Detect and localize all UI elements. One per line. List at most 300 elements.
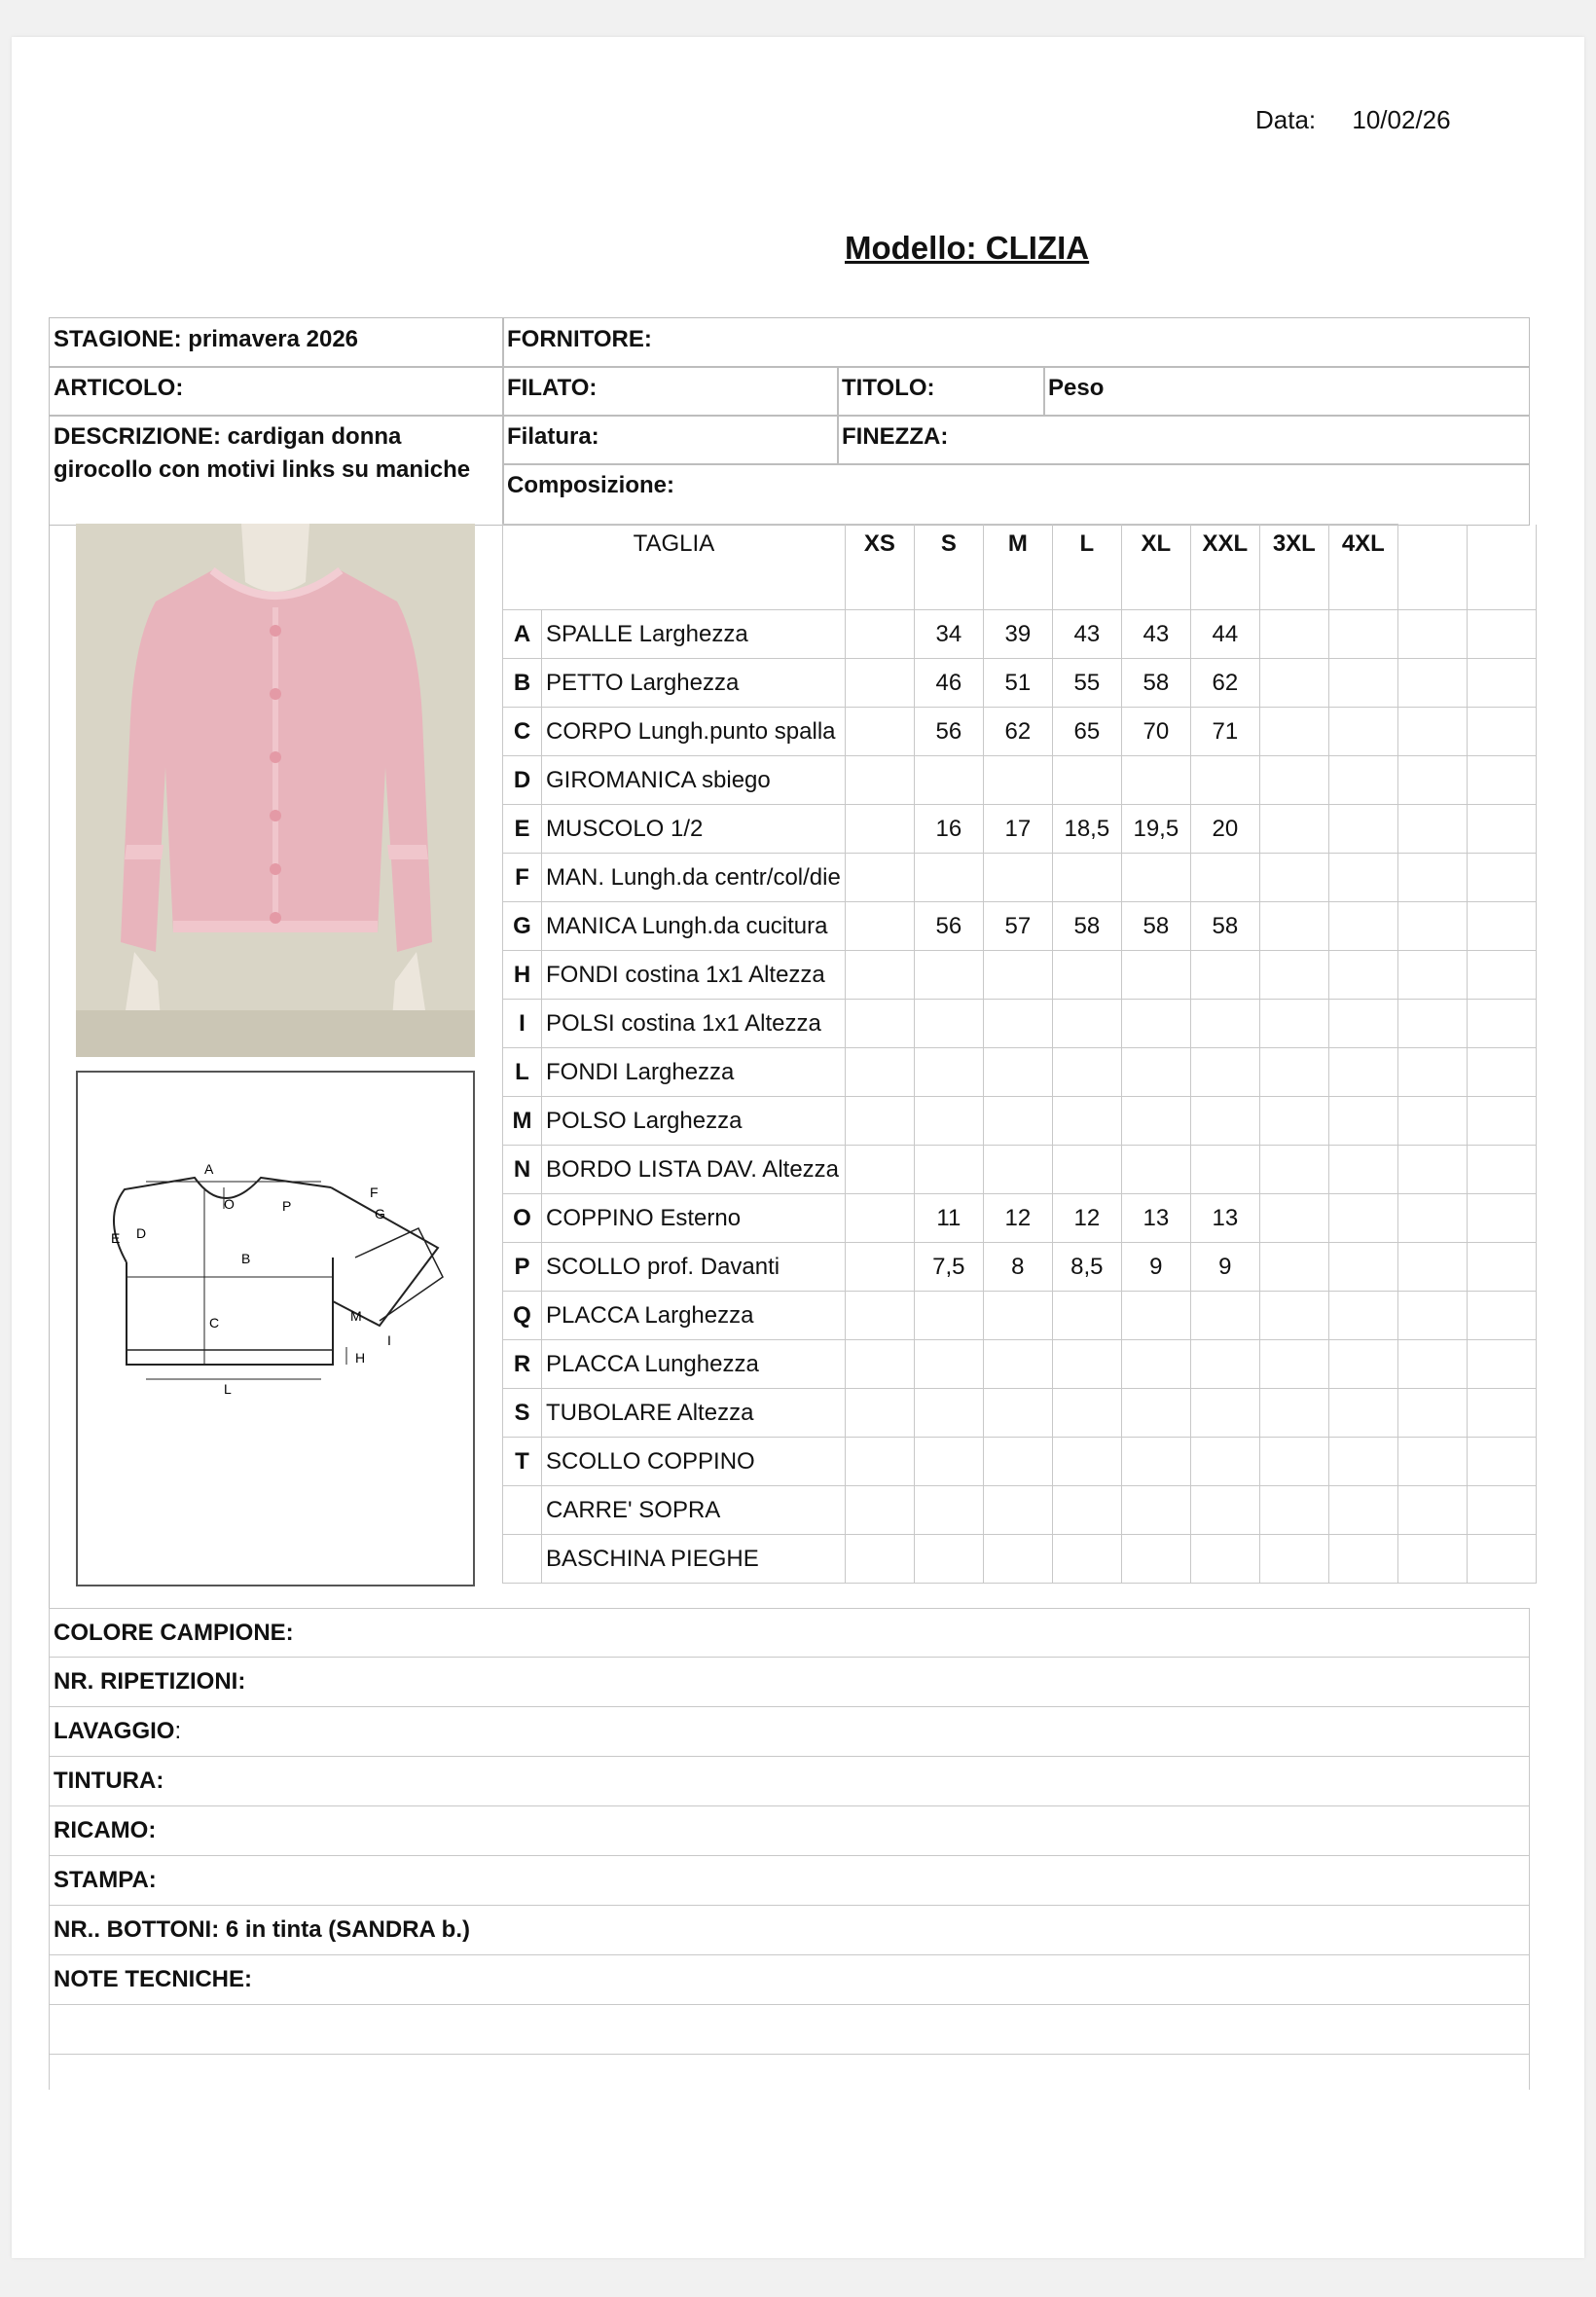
measure-value <box>983 854 1052 902</box>
measure-value <box>1052 1048 1121 1097</box>
measure-value <box>1190 854 1259 902</box>
measure-label: TUBOLARE Altezza <box>542 1389 846 1438</box>
measure-value: 9 <box>1121 1243 1190 1292</box>
lavaggio-row <box>49 1707 1530 1757</box>
measure-row <box>503 902 1537 951</box>
measure-value: 56 <box>914 902 983 951</box>
measure-row <box>503 756 1537 805</box>
measure-value <box>845 1486 914 1535</box>
measure-value <box>1467 951 1536 1000</box>
measure-value <box>1259 1000 1328 1048</box>
measure-value <box>1397 1146 1467 1194</box>
page-title: Modello: CLIZIA <box>845 230 1090 266</box>
measure-value <box>1190 1389 1259 1438</box>
measure-value <box>845 1146 914 1194</box>
measure-value: 46 <box>914 659 983 708</box>
measure-value <box>845 805 914 854</box>
measure-value <box>914 854 983 902</box>
measure-value <box>1121 951 1190 1000</box>
measure-value <box>1121 1438 1190 1486</box>
measure-value <box>845 659 914 708</box>
measure-value <box>1397 1389 1467 1438</box>
measure-value <box>845 1000 914 1048</box>
measure-label: SCOLLO COPPINO <box>542 1438 846 1486</box>
measure-value <box>845 1048 914 1097</box>
measure-value <box>983 1486 1052 1535</box>
measure-value <box>1121 1535 1190 1584</box>
measure-value: 11 <box>914 1194 983 1243</box>
bottoni-row: NR.. BOTTONI: 6 in tinta (SANDRA b.) <box>49 1906 1530 1955</box>
measure-value: 65 <box>1052 708 1121 756</box>
note-blank-row-1 <box>49 2005 1530 2055</box>
measure-value <box>1259 951 1328 1000</box>
measure-value <box>1121 1000 1190 1048</box>
measure-value <box>1259 1535 1328 1584</box>
measure-value <box>1328 951 1397 1000</box>
filato-cell: FILATO: <box>502 366 839 417</box>
measure-value <box>914 1048 983 1097</box>
measure-value <box>1052 756 1121 805</box>
measure-row <box>503 1194 1537 1243</box>
measure-value: 43 <box>1052 610 1121 659</box>
tintura-row: TINTURA: <box>49 1757 1530 1806</box>
measure-value <box>1467 1146 1536 1194</box>
measure-value <box>1259 805 1328 854</box>
measure-letter: L <box>503 1048 542 1097</box>
measure-value <box>1259 708 1328 756</box>
measure-value <box>845 1389 914 1438</box>
composizione-cell: Composizione: <box>502 463 1530 526</box>
measure-value <box>1467 659 1536 708</box>
measure-value <box>1259 1486 1328 1535</box>
measure-value <box>1259 756 1328 805</box>
measure-value <box>845 902 914 951</box>
measure-value <box>983 1146 1052 1194</box>
measure-value: 12 <box>1052 1194 1121 1243</box>
measure-value <box>1397 659 1467 708</box>
measure-label: SCOLLO prof. Davanti <box>542 1243 846 1292</box>
diagram-label-l: L <box>224 1381 232 1397</box>
measure-value: 12 <box>983 1194 1052 1243</box>
measure-label: FONDI costina 1x1 Altezza <box>542 951 846 1000</box>
measure-value <box>1259 1097 1328 1146</box>
measure-value <box>983 1000 1052 1048</box>
measure-value: 44 <box>1190 610 1259 659</box>
measure-value <box>1467 1000 1536 1048</box>
measure-value <box>1121 1340 1190 1389</box>
measure-value: 58 <box>1121 902 1190 951</box>
measure-value <box>1052 1146 1121 1194</box>
size-col-blank-9 <box>1467 525 1536 610</box>
measure-row <box>503 951 1537 1000</box>
measure-value <box>1190 1000 1259 1048</box>
date-value: 10/02/26 <box>1352 105 1451 134</box>
measure-value <box>1259 659 1328 708</box>
measure-value: 51 <box>983 659 1052 708</box>
measure-value <box>1052 1292 1121 1340</box>
measure-letter: M <box>503 1097 542 1146</box>
measure-label: CARRE' SOPRA <box>542 1486 846 1535</box>
measure-value <box>1467 1486 1536 1535</box>
measure-value: 58 <box>1190 902 1259 951</box>
measure-value <box>983 1389 1052 1438</box>
measure-value <box>914 1292 983 1340</box>
measure-value <box>845 1243 914 1292</box>
measure-row <box>503 1048 1537 1097</box>
note-blank-row-2 <box>49 2055 1530 2090</box>
measure-label: PLACCA Lunghezza <box>542 1340 846 1389</box>
measure-label: SPALLE Larghezza <box>542 610 846 659</box>
measure-letter: T <box>503 1438 542 1486</box>
measure-value <box>845 1194 914 1243</box>
measure-value <box>983 1097 1052 1146</box>
peso-cell: Peso <box>1043 366 1530 417</box>
measure-value <box>914 1438 983 1486</box>
measure-value <box>914 1097 983 1146</box>
measure-value <box>1052 1340 1121 1389</box>
measure-value <box>983 1292 1052 1340</box>
diagram-svg <box>78 1073 473 1585</box>
measure-value: 70 <box>1121 708 1190 756</box>
measure-value <box>1259 1438 1328 1486</box>
measure-letter: I <box>503 1000 542 1048</box>
measure-letter: R <box>503 1340 542 1389</box>
measure-value: 71 <box>1190 708 1259 756</box>
measure-row <box>503 1340 1537 1389</box>
lavaggio-label: LAVAGGIO <box>54 1718 175 1744</box>
measure-label: FONDI Larghezza <box>542 1048 846 1097</box>
measure-value <box>1259 610 1328 659</box>
measure-value <box>1467 1389 1536 1438</box>
measure-value: 19,5 <box>1121 805 1190 854</box>
measure-value <box>1467 1340 1536 1389</box>
measure-row <box>503 1097 1537 1146</box>
measure-value <box>1190 1292 1259 1340</box>
measure-value <box>845 756 914 805</box>
measure-value <box>845 610 914 659</box>
measure-value <box>1397 756 1467 805</box>
size-col-blank-8 <box>1397 525 1467 610</box>
diagram-label-b: B <box>241 1251 251 1266</box>
measure-value <box>914 951 983 1000</box>
measure-row <box>503 1389 1537 1438</box>
measure-label: MUSCOLO 1/2 <box>542 805 846 854</box>
measure-value <box>1328 1000 1397 1048</box>
measure-value <box>1328 1340 1397 1389</box>
measure-value <box>1259 1340 1328 1389</box>
measure-value <box>1397 1097 1467 1146</box>
measure-value <box>1328 756 1397 805</box>
measure-value <box>845 1438 914 1486</box>
measure-value <box>1121 1146 1190 1194</box>
measure-letter: Q <box>503 1292 542 1340</box>
measure-label: PLACCA Larghezza <box>542 1292 846 1340</box>
measure-row <box>503 1000 1537 1048</box>
measure-value: 34 <box>914 610 983 659</box>
measure-value: 20 <box>1190 805 1259 854</box>
descrizione-cell: DESCRIZIONE: cardigan donna girocollo con motivi links su maniche <box>49 415 504 526</box>
measure-value <box>845 1292 914 1340</box>
measure-value <box>845 1340 914 1389</box>
diagram-label-m: M <box>350 1308 362 1324</box>
measure-letter: F <box>503 854 542 902</box>
measure-letter <box>503 1535 542 1584</box>
measure-row <box>503 1535 1537 1584</box>
measure-value: 62 <box>983 708 1052 756</box>
measure-value <box>1397 1194 1467 1243</box>
measure-value <box>845 951 914 1000</box>
measure-value <box>1328 1048 1397 1097</box>
measure-value <box>1121 756 1190 805</box>
measure-value <box>1190 1146 1259 1194</box>
measure-value <box>1190 1535 1259 1584</box>
measure-letter: H <box>503 951 542 1000</box>
measure-row <box>503 1438 1537 1486</box>
measure-label: GIROMANICA sbiego <box>542 756 846 805</box>
measure-value <box>1190 1340 1259 1389</box>
measure-value <box>1328 1146 1397 1194</box>
measure-label: BASCHINA PIEGHE <box>542 1535 846 1584</box>
measure-value <box>1052 1535 1121 1584</box>
measure-value <box>1328 1194 1397 1243</box>
measure-value <box>1052 1389 1121 1438</box>
measure-value <box>1190 951 1259 1000</box>
measure-label: COPPINO Esterno <box>542 1194 846 1243</box>
measure-letter: G <box>503 902 542 951</box>
size-table-body <box>503 525 1537 1584</box>
measure-value <box>1259 854 1328 902</box>
measure-row <box>503 659 1537 708</box>
measure-value <box>1467 1048 1536 1097</box>
measure-value <box>1397 854 1467 902</box>
measure-value <box>1259 1146 1328 1194</box>
measure-value: 58 <box>1121 659 1190 708</box>
measure-label: MAN. Lungh.da centr/col/die <box>542 854 846 902</box>
measure-value <box>1467 1535 1536 1584</box>
measure-value <box>1467 1243 1536 1292</box>
measure-value <box>983 951 1052 1000</box>
measure-value <box>1121 1048 1190 1097</box>
measure-value <box>1328 708 1397 756</box>
measure-value: 58 <box>1052 902 1121 951</box>
garment-photo <box>76 524 475 1057</box>
measure-value: 57 <box>983 902 1052 951</box>
measure-letter: C <box>503 708 542 756</box>
measure-row <box>503 610 1537 659</box>
measure-value <box>1397 708 1467 756</box>
measure-value <box>1190 1438 1259 1486</box>
measure-value <box>914 1535 983 1584</box>
measure-label: POLSO Larghezza <box>542 1097 846 1146</box>
measure-value <box>1052 1000 1121 1048</box>
measure-value <box>1397 610 1467 659</box>
measure-value <box>983 1535 1052 1584</box>
size-col-s: S <box>914 525 983 610</box>
measure-value <box>1121 1097 1190 1146</box>
diagram-label-e: E <box>111 1230 121 1246</box>
date-field <box>1255 105 1451 135</box>
measure-value <box>845 708 914 756</box>
measure-value <box>1397 1243 1467 1292</box>
size-col-xl: XL <box>1121 525 1190 610</box>
measure-value <box>1328 1535 1397 1584</box>
measure-letter: A <box>503 610 542 659</box>
measure-value <box>1328 1486 1397 1535</box>
technical-diagram <box>76 1071 475 1586</box>
measure-value <box>1121 1486 1190 1535</box>
measure-value <box>1328 1438 1397 1486</box>
measure-value <box>1052 1486 1121 1535</box>
measure-value <box>1259 1292 1328 1340</box>
measure-value <box>1121 1292 1190 1340</box>
measure-label: MANICA Lungh.da cucitura <box>542 902 846 951</box>
measure-value <box>1397 951 1467 1000</box>
measure-value <box>1259 1389 1328 1438</box>
measure-value <box>1328 1389 1397 1438</box>
measure-letter: N <box>503 1146 542 1194</box>
measure-value <box>914 1486 983 1535</box>
garment-photo-svg <box>76 524 475 1057</box>
measure-value: 55 <box>1052 659 1121 708</box>
ricamo-row: RICAMO: <box>49 1806 1530 1856</box>
diagram-label-h: H <box>355 1350 366 1366</box>
measure-value <box>1397 1048 1467 1097</box>
measure-value <box>983 756 1052 805</box>
measure-value <box>1328 610 1397 659</box>
measure-row <box>503 854 1537 902</box>
measure-value <box>1397 1000 1467 1048</box>
measure-value <box>1397 1535 1467 1584</box>
measure-letter: E <box>503 805 542 854</box>
measure-value <box>914 756 983 805</box>
measure-value <box>983 1048 1052 1097</box>
stampa-row: STAMPA: <box>49 1856 1530 1906</box>
lavaggio-colon: : <box>174 1718 182 1744</box>
measure-value <box>983 1340 1052 1389</box>
measure-value <box>1397 1486 1467 1535</box>
measure-value <box>1328 854 1397 902</box>
measure-value <box>1052 854 1121 902</box>
articolo-cell: ARTICOLO: <box>49 366 504 417</box>
size-col-4xl: 4XL <box>1328 525 1397 610</box>
titolo-cell: TITOLO: <box>837 366 1045 417</box>
measure-value <box>1328 902 1397 951</box>
size-table <box>502 524 1537 1584</box>
measure-label: POLSI costina 1x1 Altezza <box>542 1000 846 1048</box>
diagram-label-c: C <box>209 1315 220 1331</box>
measure-value <box>1259 1243 1328 1292</box>
measure-value <box>1328 1243 1397 1292</box>
size-col-3xl: 3XL <box>1259 525 1328 610</box>
ripetizioni-row: NR. RIPETIZIONI: <box>49 1658 1530 1707</box>
measure-value <box>1052 1438 1121 1486</box>
diagram-label-f: F <box>370 1185 379 1200</box>
measure-value <box>1328 659 1397 708</box>
measure-value <box>1467 756 1536 805</box>
measure-value <box>1467 1194 1536 1243</box>
measure-value: 13 <box>1121 1194 1190 1243</box>
measure-letter: B <box>503 659 542 708</box>
stagione-cell: STAGIONE: primavera 2026 <box>49 317 504 368</box>
measure-value <box>1397 805 1467 854</box>
measure-row <box>503 805 1537 854</box>
measure-value <box>914 1146 983 1194</box>
measure-label: CORPO Lungh.punto spalla <box>542 708 846 756</box>
measure-value <box>1259 902 1328 951</box>
measure-value <box>1190 1486 1259 1535</box>
filatura-cell: Filatura: <box>502 415 839 465</box>
measure-value <box>1397 1438 1467 1486</box>
finezza-cell: FINEZZA: <box>837 415 1530 465</box>
measure-row <box>503 708 1537 756</box>
measure-value <box>1121 1389 1190 1438</box>
measure-value <box>1467 1438 1536 1486</box>
measure-value <box>914 1340 983 1389</box>
measure-value <box>1467 902 1536 951</box>
diagram-label-g: G <box>375 1206 385 1221</box>
measure-value <box>1328 805 1397 854</box>
measure-row <box>503 1243 1537 1292</box>
measure-value <box>1397 1292 1467 1340</box>
measure-letter: S <box>503 1389 542 1438</box>
fornitore-cell: FORNITORE: <box>502 317 1530 368</box>
measure-value <box>983 1438 1052 1486</box>
measure-value <box>1259 1194 1328 1243</box>
measure-value <box>914 1000 983 1048</box>
measure-value: 18,5 <box>1052 805 1121 854</box>
measure-value: 7,5 <box>914 1243 983 1292</box>
measure-value: 16 <box>914 805 983 854</box>
measure-value <box>845 1535 914 1584</box>
measure-label: BORDO LISTA DAV. Altezza <box>542 1146 846 1194</box>
diagram-label-i: I <box>387 1332 391 1348</box>
measure-value <box>1467 708 1536 756</box>
measure-value <box>1052 1097 1121 1146</box>
measure-letter: P <box>503 1243 542 1292</box>
measure-value <box>1121 854 1190 902</box>
diagram-label-o: O <box>224 1196 235 1212</box>
measure-value <box>1190 1048 1259 1097</box>
measure-value: 8,5 <box>1052 1243 1121 1292</box>
diagram-label-a: A <box>204 1161 214 1177</box>
measure-value <box>1467 805 1536 854</box>
diagram-label-d: D <box>136 1225 147 1241</box>
measure-letter: O <box>503 1194 542 1243</box>
measure-value: 62 <box>1190 659 1259 708</box>
measure-value: 17 <box>983 805 1052 854</box>
measure-value: 8 <box>983 1243 1052 1292</box>
measure-letter <box>503 1486 542 1535</box>
note-row: NOTE TECNICHE: <box>49 1955 1530 2005</box>
size-col-xs: XS <box>845 525 914 610</box>
measure-value <box>1467 610 1536 659</box>
measure-value: 13 <box>1190 1194 1259 1243</box>
measure-value <box>1052 951 1121 1000</box>
measure-value: 39 <box>983 610 1052 659</box>
measure-value <box>1190 1097 1259 1146</box>
size-col-l: L <box>1052 525 1121 610</box>
measure-letter: D <box>503 756 542 805</box>
measure-value <box>1328 1097 1397 1146</box>
measure-value <box>1397 1340 1467 1389</box>
measure-value <box>914 1389 983 1438</box>
measure-value <box>1467 1292 1536 1340</box>
measure-value: 43 <box>1121 610 1190 659</box>
measure-row <box>503 1292 1537 1340</box>
taglia-header: TAGLIA <box>503 525 846 610</box>
measure-value <box>1259 1048 1328 1097</box>
date-label: Data: <box>1255 105 1317 134</box>
